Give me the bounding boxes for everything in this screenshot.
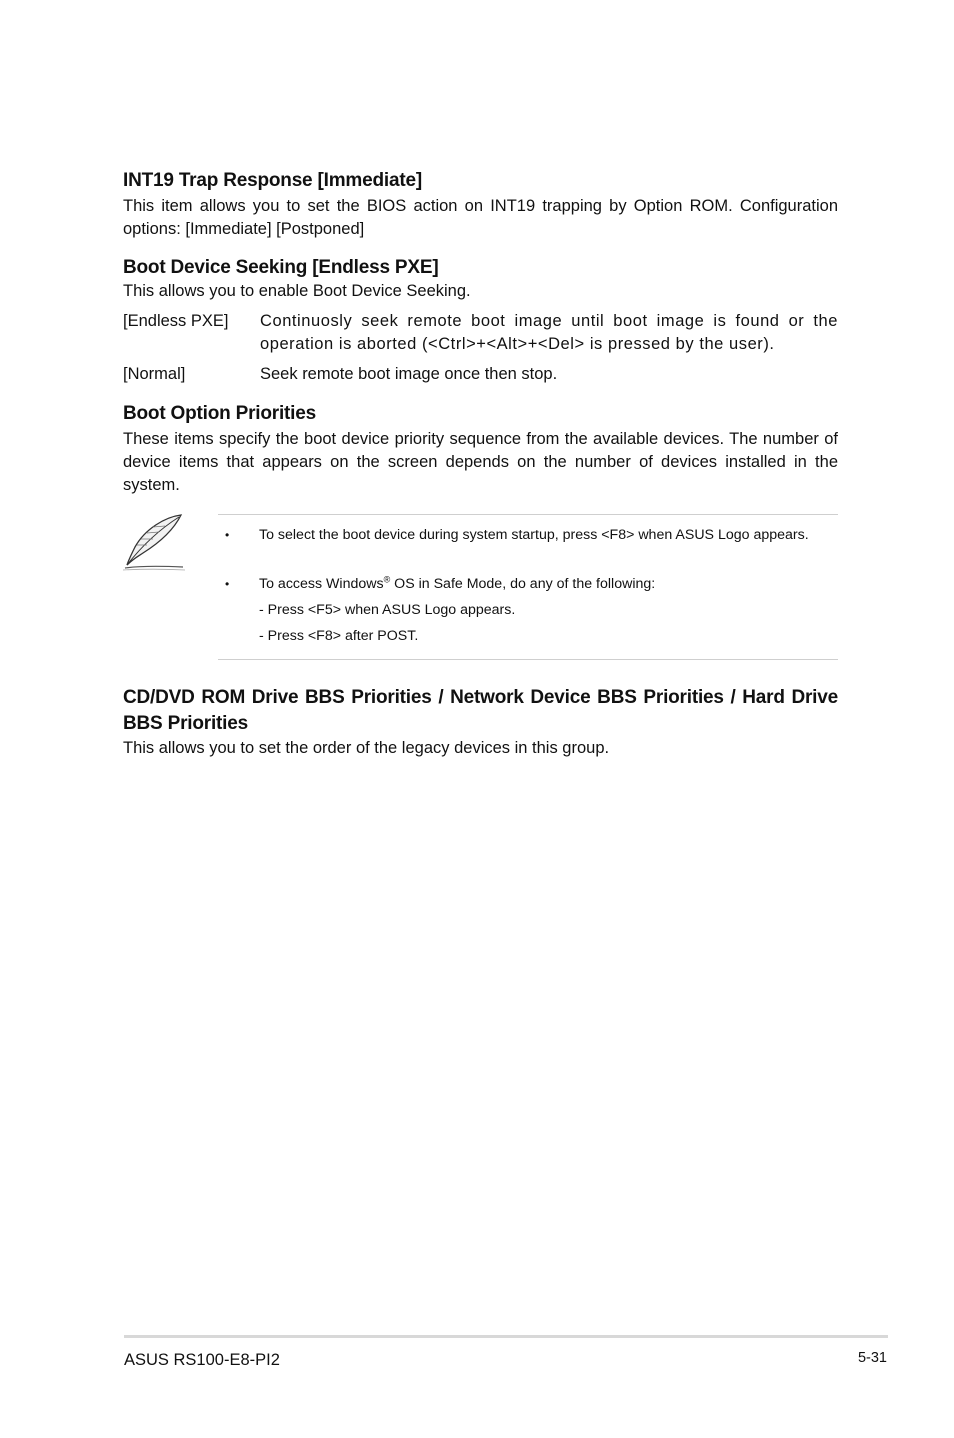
note-text xyxy=(259,574,819,594)
footer-page-number: 5-31 xyxy=(857,1350,887,1366)
section-bbs xyxy=(123,685,838,760)
heading-boot-seek: Boot Device Seeking [Endless PXE] xyxy=(123,257,439,278)
note-box xyxy=(218,514,838,660)
option-key: [Normal] xyxy=(123,365,186,383)
note-text-part: OS in Safe Mode, do any of the following: xyxy=(390,576,656,592)
registered-mark: ® xyxy=(383,574,391,585)
option-key: [Endless PXE] xyxy=(123,312,229,330)
note-item xyxy=(218,525,819,545)
body-bbs: This allows you to set the order of the legacy devices in this group. xyxy=(123,739,610,757)
option-desc: Seek remote boot image once then stop. xyxy=(260,365,558,383)
heading-boot-priorities: Boot Option Priorities xyxy=(123,403,316,424)
option-normal xyxy=(123,363,838,386)
section-int19 xyxy=(123,169,838,241)
body-boot-seek: This allows you to enable Boot Device Seeking. xyxy=(123,282,471,300)
body-boot-priorities: These items specify the boot device priority sequence from the available devices. The number of device items that appears on the screen depends on the number of devices installed in the system. xyxy=(123,430,838,494)
heading-int19: INT19 Trap Response [Immediate] xyxy=(123,170,422,191)
footer-divider xyxy=(124,1335,888,1338)
footer-model: ASUS RS100-E8-PI2 xyxy=(124,1351,280,1369)
note-subitem: - Press <F8> after POST. xyxy=(259,628,419,644)
note-text-part: To access Windows xyxy=(259,576,384,592)
option-desc: Continuosly seek remote boot image until boot image is found or the operation is aborted (<Ctrl>+<Alt>+<Del> is pressed by the user). xyxy=(260,312,838,353)
body-int19: This item allows you to set the BIOS action on INT19 trapping by Option ROM. Configuration options: [Immediate] [Postponed] xyxy=(123,197,838,238)
heading-bbs: CD/DVD ROM Drive BBS Priorities / Network Device BBS Priorities / Hard Drive BBS Priorities xyxy=(123,687,838,734)
section-boot-priorities xyxy=(123,402,838,497)
feather-pen-icon xyxy=(121,511,187,571)
section-boot-seek xyxy=(123,256,838,303)
note-subitem: - Press <F5> when ASUS Logo appears. xyxy=(259,602,516,618)
note-item xyxy=(218,574,819,594)
bullet: • xyxy=(225,577,230,591)
note-text: To select the boot device during system startup, press <F8> when ASUS Logo appears. xyxy=(259,527,809,543)
bullet: • xyxy=(225,528,230,542)
option-endless-pxe xyxy=(123,310,838,356)
